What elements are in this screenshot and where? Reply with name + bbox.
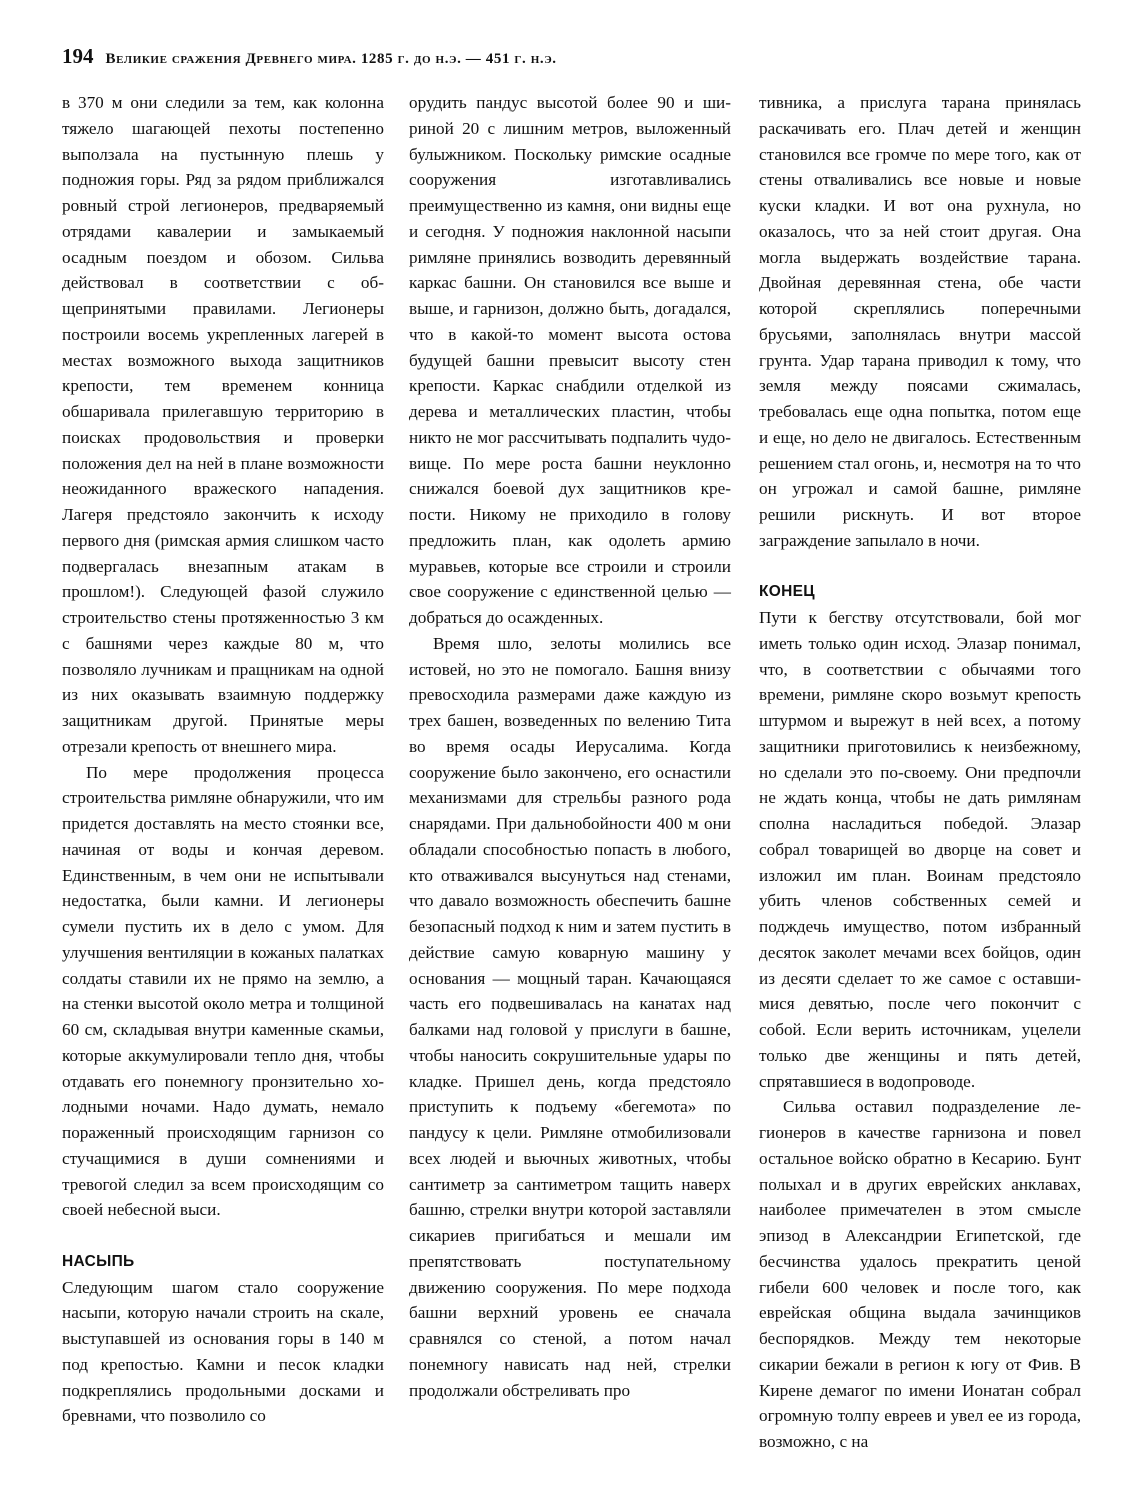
paragraph: Следующим шагом стало сооружение насыпи, которую начали строить на скале, выступавшей из основания горы в 140 м под крепостью. Камни и песок кладки подкреплялись продольными досками и бревнами, что позволило со [62,1277,384,1426]
text-column-3 [759,90,1081,1455]
section-gap [759,554,1081,580]
paragraph: По мере продолжения процесса строительства римляне обнаружили, что им придется доставлять на место стоянки все, начиная от воды и кончая деревом. Единственным, в чем они не испытывали недостатка, были камни. И легионеры сумели пустить их в дело с умом. Для улучшения вентиляции в кожаных палатках солдаты ставили их не прямо на землю, а на стенки высотой около метра и толщиной 60 см, складывая внутри каменные скамьи, которые аккумулировали тепло дня, чтобы отдавать его понемногу пронзительно холодными ночами. Надо думать, немало пораженный происходящим гарнизон со стучащимися в души сомнениями и тревогой следил за всем происходящим со своей небесной выси. [62,762,384,1220]
running-title: Великие сражения Древнего мира. 1285 г. до н.э. — 451 г. н.э. [105,51,557,67]
paragraph: Пути к бегству отсутствовали, бой мог иметь только один исход. Элазар понимал, что, в соответствии с обычаями того времени, римляне скоро возьмут крепость штурмом и вырежут в ней всех, а потому защитники приготовились к неизбежному, но сделали это по-своему. Они предпочли не ждать конца, чтобы не дать римлянам сполна насладиться победой. Элазар собрал товарищей во дворце на совет и изложил им план. Воинам предстояло убить членов собственных семей и подждечь имущество, потом избранный десяток заколет мечами всех бойцов, один из десяти сделает то же самое с оставшимися девятью, после чего покончит с собой. Если верить источникам, уцелели только две женщины и пять детей, спрятавшиеся в водопроводе. [759,608,1081,1091]
section-heading-konets: КОНЕЦ [759,583,815,601]
text-column-1 [62,90,384,1429]
paragraph: в 370 м они следили за тем, как колонна тяжело шагающей пехоты постепенно выползала на пустынную плешь у подножия горы. Ряд за рядом приближался ровный строй легионеров, предваряемый отрядами кавалерии и замыкаемый осадным поездом и обозом. Сильва действовал в соответствии с общепринятыми правилами. Легионеры построили восемь укрепленных лагерей в местах возможного выхода защитников крепости, тем временем конница обшаривала прилегавшую территорию в поисках продовольствия и проверки положения дел на ней в плане возможности неожиданного вражеского нападения. Лагеря предстояло закончить к исходу первого дня (римская армия слишком часто подвергалась внезапным атакам в прошлом!). Следующей фазой служило строительство стены протяженностью 3 км с башнями через каждые 80 м, что позволяло лучникам и пращникам на одной из них оказывать взаимную поддержку защитникам другой. Принятые меры отрезали крепость от внешнего мира. [62,93,384,756]
paragraph: Сильва оставил подразделение легионеров в качестве гарнизона и повел остальное войско обратно в Кесарию. Бунт полыхал и в других еврейских анклавах, наиболее примечателен в этом смысле эпизод в Александрии Египетской, где бесчинства удалось прекратить ценой гибели 600 человек и после того, как еврейская община выдала зачинщиков беспорядков. Между тем некоторые сикарии бежали в регион к югу от Фив. В Кирене демагог по имени Ионатан собрал огромную толпу евреев и увел ее из города, возможно, с на [759,1097,1081,1451]
section-heading-nasyp: НАСЫПЬ [62,1252,135,1270]
paragraph: тивника, а прислуга тарана принялась раскачивать его. Плач детей и женщин становился все громче по мере того, как от стены отваливались все новые и новые куски кладки. И вот она рухнула, но оказалось, что за ней стоит другая. Она могла выдержать воздействие тарана. Двойная деревянная стена, обе части которой скреплялись поперечными брусьями, заполнялась внутри массой грунта. Удар тарана приводил к тому, что земля между поясами сжималась, требовалась еще одна попытка, потом еще и еще, но дело не двигалось. Естественным решением стал огонь, и, несмотря на то что он угрожал и самой башне, римляне решили рискнуть. И вот второе заграждение запылало в ночи. [759,93,1081,550]
paragraph: Время шло, зелоты молились все истовей, но это не помогало. Башня внизу превосходила размерами даже каждую из трех башен, возведенных по велению Тита во время осады Иерусалима. Когда сооружение было закончено, его оснастили механизмами для стрельбы разного рода снарядами. При дальнобойности 400 м они обладали способностью попасть в любого, кто отваживался высунуться над стенами, что давало возможность обеспечить башне безопасный подход к ним и затем пустить в действие самую коварную машину у основания — мощный таран. Качающаяся часть его подвешивалась на канатах над балками над головой у прислуги в башне, чтобы наносить сокрушительные удары по кладке. Пришел день, когда предстояло приступить к подъему «бегемота» по пандусу к цели. Римляне отмобилизовали всех людей и вьючных животных, чтобы сантиметр за сантиметром тащить наверх башню, стрелки внутри которой заставляли сикариев пригибаться и мешали им препятствовать поступательному движению сооружения. По мере подхода башни верхний уровень ее сначала сравнялся со стеной, а потом начал понемногу нависать над ней, стрелки продолжали обстреливать про [409,633,731,1400]
text-column-2 [409,90,731,1403]
paragraph: орудить пандус высотой более 90 и шириной 20 с лишним метров, выложенный булыжником. Поскольку римские осадные сооружения изготавливались преимущественно из камня, они видны еще и сегодня. У подножия наклонной насыпи римляне принялись возводить деревянный каркас башни. Он становился все выше и выше, и гарнизон, должно быть, догадался, что в какой-то момент высота остова будущей башни превысит высоту стен крепости. Каркас снабдили отделкой из дерева и металлических пластин, чтобы никто не мог рассчитывать подпалить чудовище. По мере роста башни неуклонно снижался боевой дух защитников крепости. Никому не приходило в голову предложить план, как одолеть армию муравьев, которые все строили и строили свое сооружение с единственной целью — добраться до осажденных. [409,93,731,627]
page-number: 194 [62,44,94,68]
page-header [62,44,557,69]
section-gap [62,1223,384,1249]
